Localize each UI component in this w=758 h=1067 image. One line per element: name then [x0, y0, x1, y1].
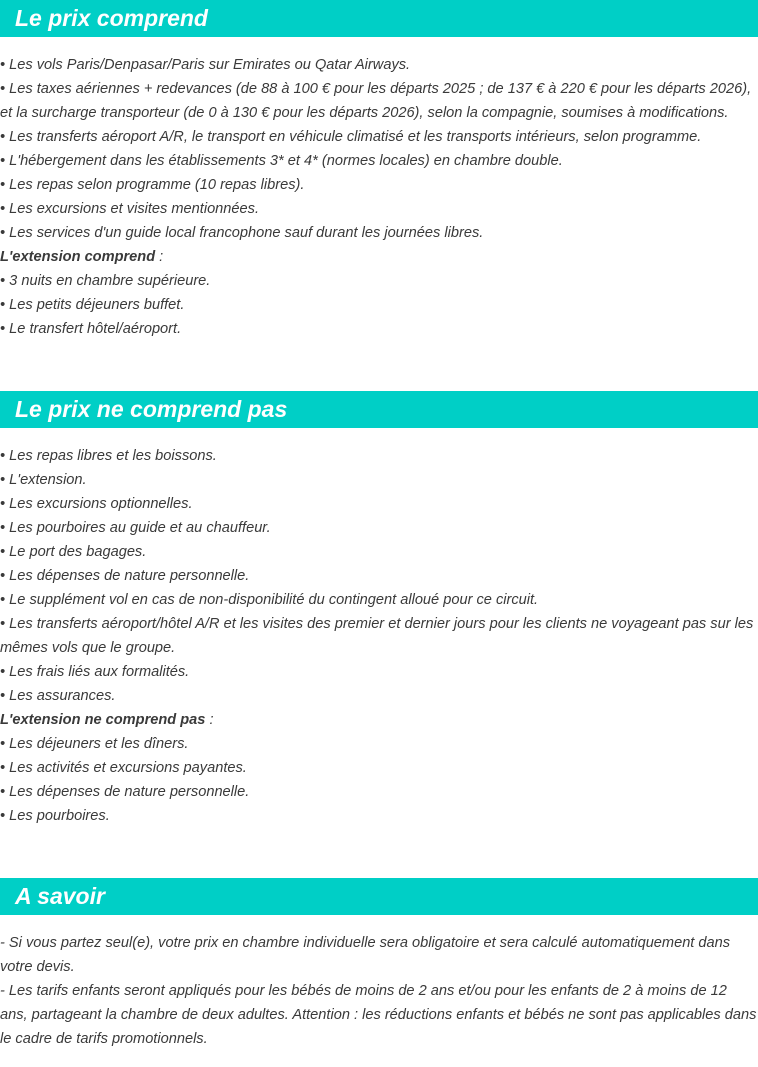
list-item: • Le transfert hôtel/aéroport. [0, 321, 182, 337]
list-item: • Les déjeuners et les dîners. [0, 736, 189, 752]
subsection-heading [0, 245, 758, 269]
section-body [0, 915, 758, 1051]
section-title: Le prix comprend [0, 0, 758, 37]
subsection-colon: : [205, 712, 214, 728]
list-item: • Les services d'un guide local francophone sauf durant les journées libres. [0, 225, 484, 241]
list-item: • Les dépenses de nature personnelle. [0, 784, 250, 800]
list-item: • Les repas selon programme (10 repas libres). [0, 177, 305, 193]
subsection-colon: : [155, 249, 164, 265]
subsection-title: L'extension comprend [0, 249, 156, 265]
subsection-heading [0, 708, 758, 732]
list-item: - Les tarifs enfants seront appliqués pour les bébés de moins de 2 ans et/ou pour les enfants de 2 à moins de 12 ans, partageant la chambre de deux adultes. Attention : les réductions enfants et bébés ne sont pas applicables dans le cadre de tarifs promotionnels. [0, 983, 757, 1047]
list-item: • Les taxes aériennes + redevances (de 88 à 100 € pour les départs 2025 ; de 137 € à 220 € pour les départs 2026), et la surcharge transporteur (de 0 à 130 € pour les départs 2026), selon la compagnie, soumises à modifications. [0, 81, 752, 121]
list-item: • Les activités et excursions payantes. [0, 760, 247, 776]
list-item: • Les vols Paris/Denpasar/Paris sur Emirates ou Qatar Airways. [0, 57, 411, 73]
list-item: • Les excursions et visites mentionnées. [0, 201, 260, 217]
list-item: • Les pourboires au guide et au chauffeur. [0, 520, 271, 536]
list-item: • Les dépenses de nature personnelle. [0, 568, 250, 584]
list-item: • Le supplément vol en cas de non-disponibilité du contingent alloué pour ce circuit. [0, 592, 539, 608]
list-item: • Les frais liés aux formalités. [0, 664, 190, 680]
list-item: • 3 nuits en chambre supérieure. [0, 273, 211, 289]
list-item: • Les transferts aéroport A/R, le transport en véhicule climatisé et les transports intérieurs, selon programme. [0, 129, 702, 145]
list-item: • Les petits déjeuners buffet. [0, 297, 185, 313]
section-body [0, 428, 758, 828]
section-prix-ne-comprend-pas [0, 391, 758, 828]
list-item: • Les transferts aéroport/hôtel A/R et les visites des premier et dernier jours pour les clients ne voyageant pas sur les mêmes vols que le groupe. [0, 616, 754, 656]
section-body [0, 37, 758, 341]
list-item: • Les repas libres et les boissons. [0, 448, 217, 464]
section-title: A savoir [0, 878, 758, 915]
section-prix-comprend [0, 0, 758, 341]
list-item: • L'extension. [0, 472, 87, 488]
list-item: • Les excursions optionnelles. [0, 496, 193, 512]
list-item: • Les assurances. [0, 688, 116, 704]
section-a-savoir [0, 878, 758, 1051]
list-item: • Le port des bagages. [0, 544, 147, 560]
list-item: - Si vous partez seul(e), votre prix en chambre individuelle sera obligatoire et sera calculé automatiquement dans votre devis. [0, 935, 731, 975]
subsection-title: L'extension ne comprend pas [0, 712, 206, 728]
list-item: • L'hébergement dans les établissements 3* et 4* (normes locales) en chambre double. [0, 153, 563, 169]
section-title: Le prix ne comprend pas [0, 391, 758, 428]
list-item: • Les pourboires. [0, 808, 110, 824]
